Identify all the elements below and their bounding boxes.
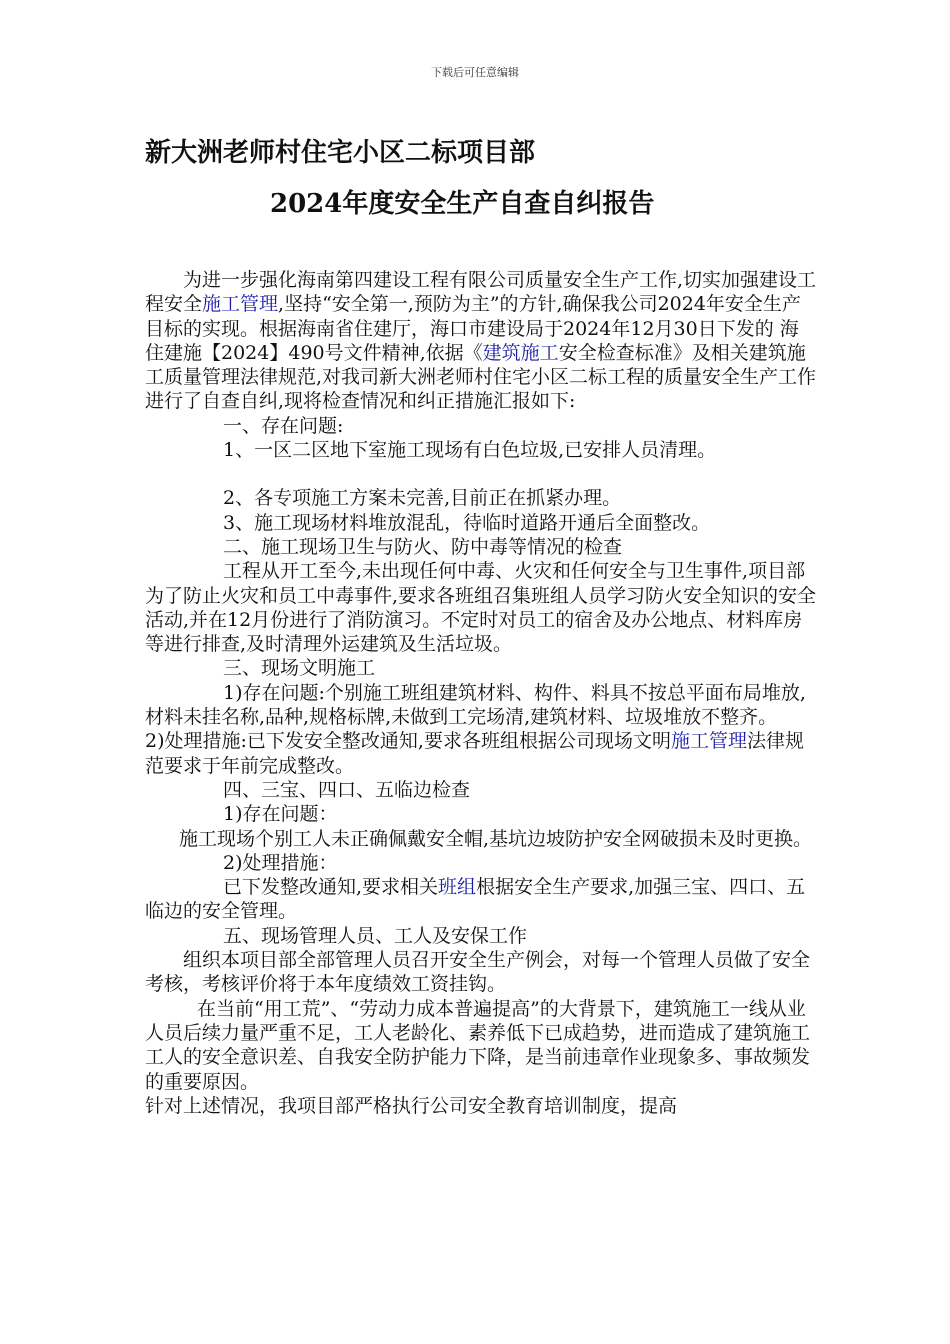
section4-heading: 四、三宝、四口、五临边检查: [223, 778, 471, 801]
section5-text3: 针对上述情况，我项目部严格执行公司安全教育培训制度，提高: [145, 1094, 678, 1117]
section4-text1: 施工现场个别工人未正确佩戴安全帽,基坑边坡防护安全网破损未及时更换。: [179, 827, 813, 850]
section2-heading: 二、施工现场卫生与防火、防中毒等情况的检查: [223, 535, 623, 558]
section1-item2: 2、各专项施工方案未完善,目前正在抓紧办理。: [223, 487, 622, 510]
section1-heading: 一、存在问题:: [223, 414, 344, 437]
document-title-line1: 新大洲老师村住宅小区二标项目部: [145, 138, 536, 168]
intro-paragraph: 为进一步强化海南第四建设工程有限公司质量安全生产工作,切实加强建设工程安全施工管理,坚持“安全第一,预防为主”的方针,确保我公司2024年安全生产目标的实现。根据海南省住建厅，海口市建设局于2024年12月30日下发的 海住建施【2024】490号文件精神,依据《建筑施工安全检查标准》及相关建筑施工质量管理法律规范,对我司新大洲老师村住宅小区二标工程的质量安全生产工作进行了自查自纠,现将检查情况和纠正措施汇报如下:: [145, 269, 817, 413]
section1-item1: 1、一区二区地下室施工现场有白色垃圾,已安排人员清理。: [223, 439, 717, 462]
link-construction-management-2[interactable]: 施工管理: [670, 730, 747, 753]
section3-text: 1)存在问题:个别施工班组建筑材料、构件、料具不按总平面布局堆放,材料未挂名称,品种,规格标牌,未做到工完场清,建筑材料、垃圾堆放不整齐。 2)处理措施:已下发安全整改通知,要求各班组根据公司现场文明施工管理法律规范要求于年前完成整改。: [145, 681, 844, 777]
link-team[interactable]: 班组: [438, 876, 477, 899]
link-construction-management[interactable]: 施工管理: [202, 293, 279, 316]
section3-heading: 三、现场文明施工: [223, 657, 376, 680]
section5-text1: 组织本项目部全部管理人员召开安全生产例会，对每一个管理人员做了安全考核，考核评价将于本年度绩效工资挂钩。: [145, 949, 811, 996]
section2-text: 工程从开工至今,未出现任何中毒、火灾和任何安全与卫生事件,项目部为了防止火灾和员工中毒事件,要求各班组召集班组人员学习防火安全知识的安全活动,并在12月份进行了消防演习。不定时对员工的宿舍及办公地点、材料库房等进行排查,及时清理外运建筑及生活垃圾。: [145, 560, 817, 656]
section1-item3: 3、施工现场材料堆放混乱，待临时道路开通后全面整改。: [223, 511, 711, 534]
section4-sub2: 2)处理措施：: [223, 851, 338, 874]
blank-line: [145, 462, 817, 486]
link-building-construction[interactable]: 建筑施工: [482, 341, 559, 364]
page-header: 下载后可任意编辑: [431, 66, 519, 79]
report-body: [145, 268, 844, 1118]
section5-heading: 五、现场管理人员、工人及安保工作: [223, 924, 528, 947]
document-title-line2: 2024年度安全生产自查自纠报告: [270, 189, 655, 219]
section4-text2: 已下发整改通知,要求相关班组根据安全生产要求,加强三宝、四口、五临边的安全管理。: [145, 876, 806, 923]
section5-text2: 在当前“用工荒”、“劳动力成本普遍提高”的大背景下，建筑施工一线从业人员后续力量严重不足，工人老龄化、素养低下已成趋势，进而造成了建筑施工工人的安全意识差、自我安全防护能力下降，是当前违章作业现象多、事故频发的重要原因。: [145, 997, 811, 1093]
section4-sub1: 1)存在问题：: [223, 803, 338, 826]
